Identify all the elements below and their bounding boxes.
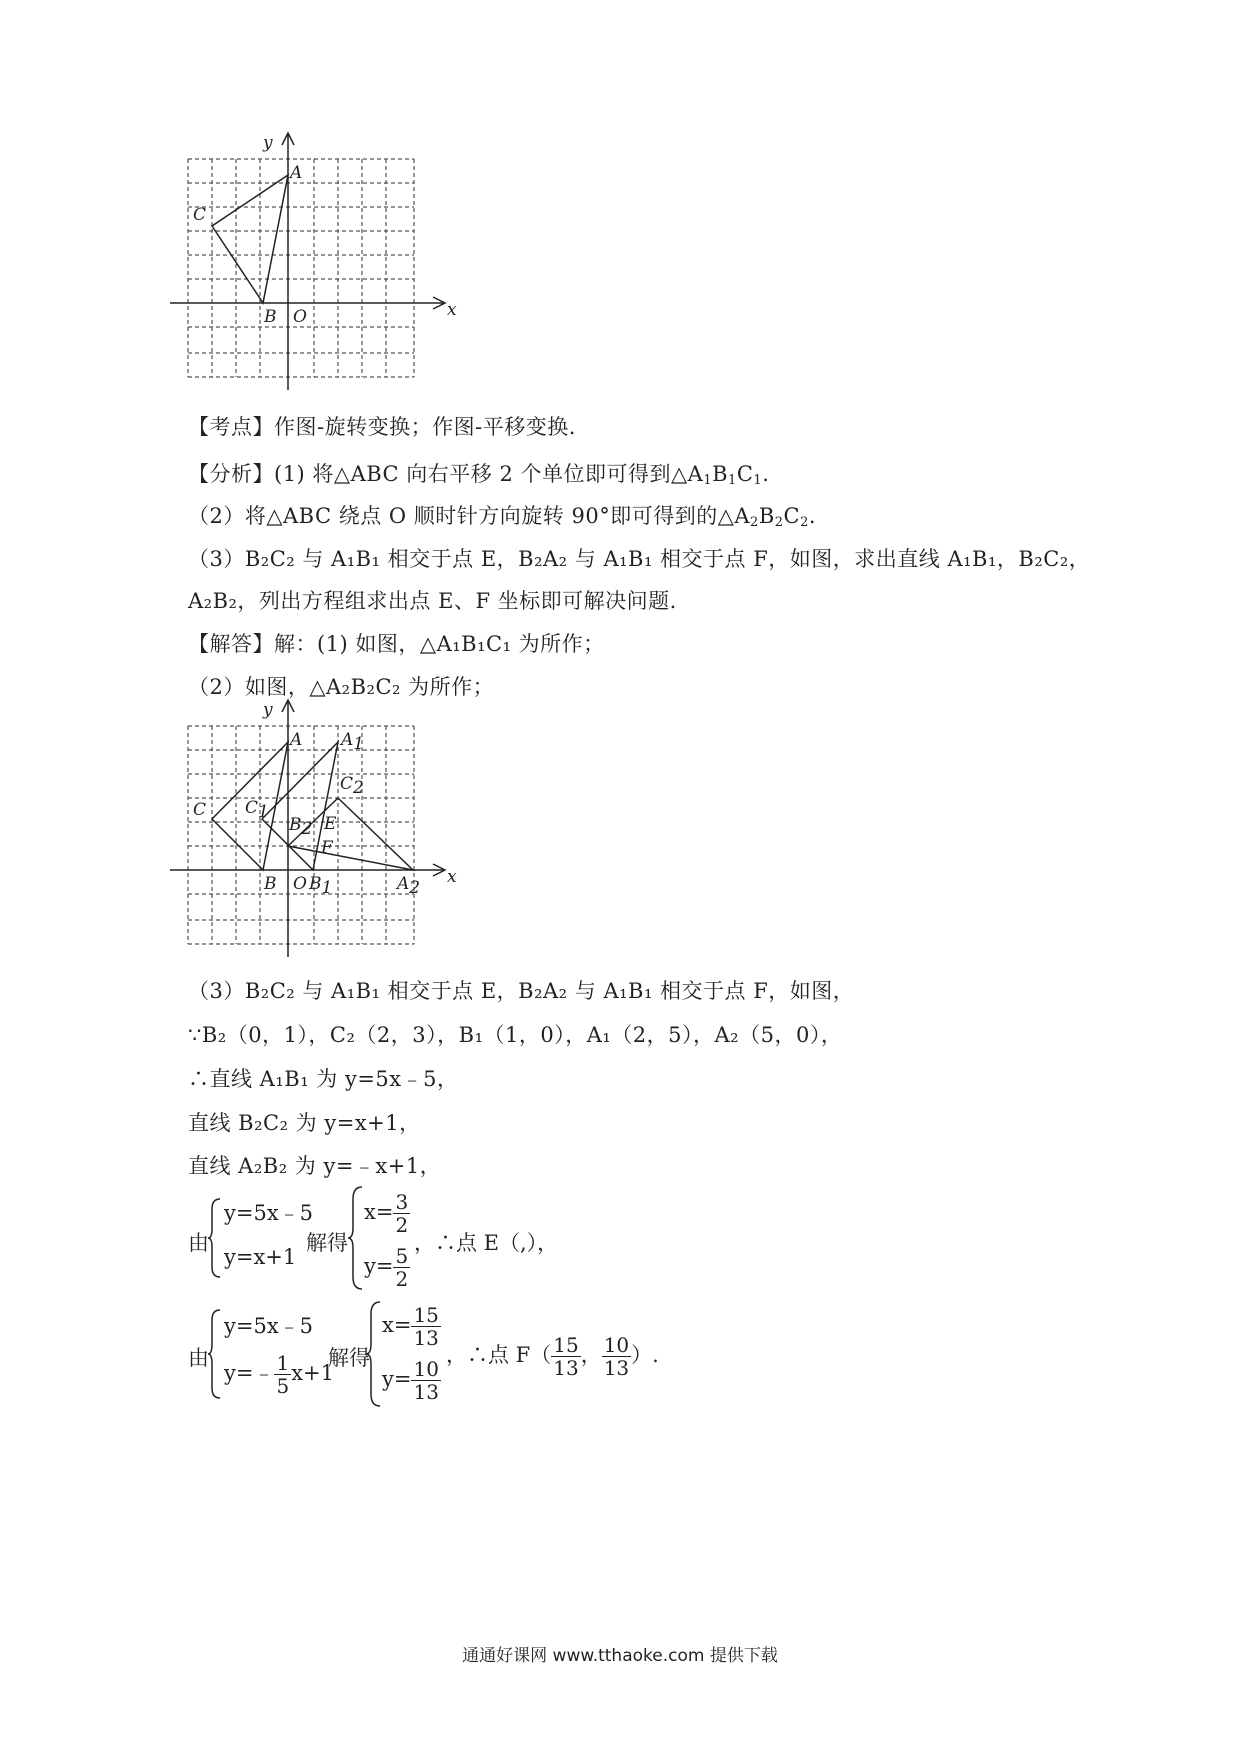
fig2-label-b2: B2 — [289, 815, 313, 839]
fig2-label-x: x — [447, 867, 457, 887]
jieda-line-1: 【解答】解：(1) 如图，△A₁B₁C₁ 为所作； — [188, 632, 605, 656]
fenxi-line-3: （3）B₂C₂ 与 A₁B₁ 相交于点 E，B₂A₂ 与 A₁B₁ 相交于点 F，如图，求出直线 A₁B₁，B₂C₂， — [188, 547, 1091, 571]
fig2-label-b: B — [264, 874, 277, 894]
solution-line-b2c2: 直线 B₂C₂ 为 y=x+1， — [188, 1111, 421, 1135]
fig2-label-b1: B1 — [309, 874, 333, 898]
fig2-label-y: y — [263, 700, 273, 720]
fenxi-line-2: （2）将△ABC 绕点 O 顺时针方向旋转 90°即可得到的$\triangle A_2B_2C_2$. — [188, 504, 817, 530]
jieda-line-2: （2）如图，△A₂B₂C₂ 为所作； — [188, 675, 495, 699]
coordinate-figure-2 — [165, 695, 465, 965]
fig2-label-e: E — [324, 814, 337, 834]
solution-line-a2b2: 直线 A₂B₂ 为 y=﹣x+1， — [188, 1154, 442, 1178]
fenxi-line-1: 【分析】(1) 将△ABC 向右平移 2 个单位即可得到$\triangle A_1B_1C_1$. — [188, 462, 770, 488]
fig1-label-a: A — [290, 163, 303, 183]
equation-system-2: 由 y=5x﹣5 y=﹣ $\frac{1}{5}$ x+1 解得 x= $\frac{15}{13}$ y= $\frac{10}{13}$ ，∴点 F（ $\frac{15}{13}$ ， $\frac{10}{13}$ ）. — [188, 1303, 659, 1404]
fig2-label-c: C — [193, 800, 207, 820]
kaodian-line: 【考点】作图-旋转变换；作图-平移变换. — [188, 415, 576, 439]
fig1-label-x: x — [447, 300, 457, 320]
fig1-label-c: C — [193, 205, 207, 225]
fig2-label-c2: C2 — [340, 774, 364, 798]
fenxi-line-3b: A₂B₂，列出方程组求出点 E、F 坐标即可解决问题. — [188, 589, 677, 613]
fig1-label-y: y — [263, 133, 273, 153]
fig2-label-a2: A2 — [397, 874, 421, 898]
coordinate-figure-1 — [165, 128, 465, 396]
fig2-label-c1: C1 — [245, 798, 269, 822]
fig2-label-a: A — [290, 730, 303, 750]
fig2-label-o: O — [293, 874, 307, 894]
page-footer: 通通好课网 www.tthaoke.com 提供下载 — [462, 1646, 778, 1666]
solution-coords: ∵B₂（0，1），C₂（2，3），B₁（1，0），A₁（2，5），A₂（5，0）， — [188, 1023, 843, 1047]
fig1-label-o: O — [293, 307, 307, 327]
solution-line-a1b1: ∴直线 A₁B₁ 为 y=5x﹣5， — [188, 1067, 459, 1091]
solution-line-3: （3）B₂C₂ 与 A₁B₁ 相交于点 E，B₂A₂ 与 A₁B₁ 相交于点 F，如图， — [188, 979, 855, 1003]
fig2-label-a1: A1 — [341, 730, 365, 754]
fig2-label-f: F — [321, 838, 333, 858]
equation-system-1: 由 y=5x﹣5 y=x+1 解得 x= $\frac{3}{2}$ y= $\frac{5}{2}$ ，∴点 E（,）， — [188, 1185, 588, 1295]
fig1-label-b: B — [264, 307, 277, 327]
